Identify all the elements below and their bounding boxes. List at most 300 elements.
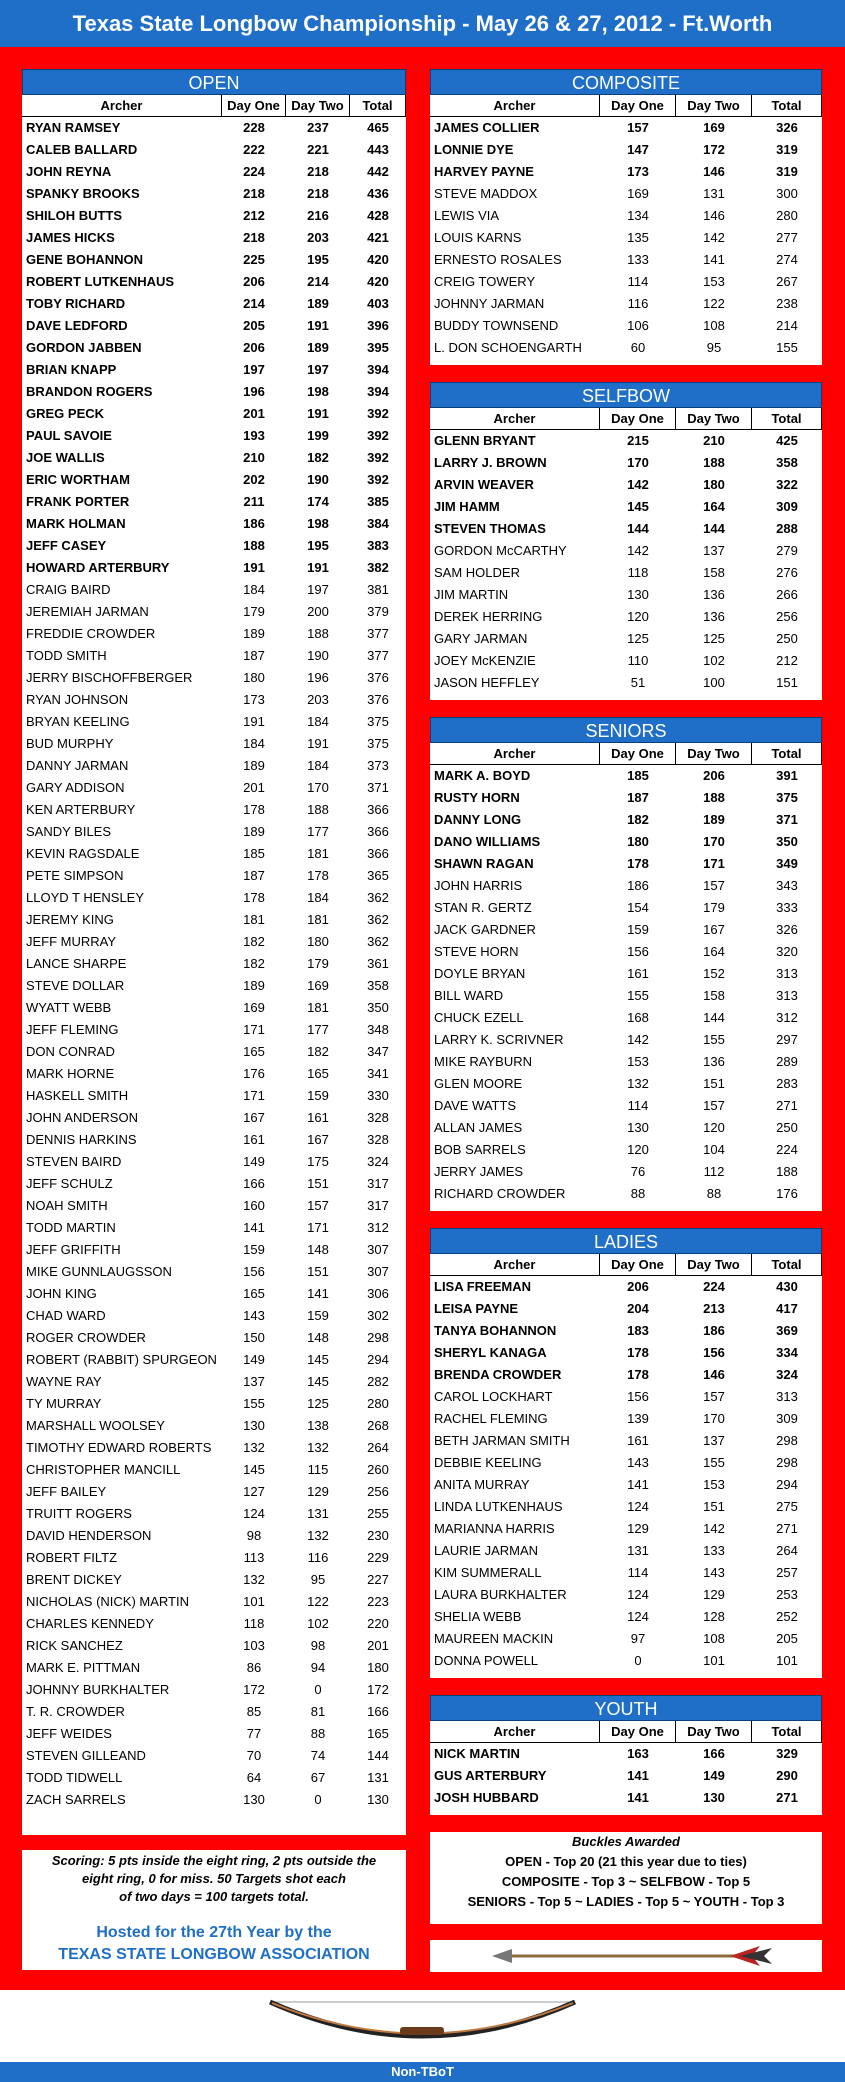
open-total: 392	[367, 450, 389, 465]
selfbow-day-one: 130	[627, 587, 649, 602]
open-total: 220	[367, 1616, 389, 1631]
open-day-one: 187	[243, 868, 265, 883]
open-archer: JEFF BAILEY	[26, 1484, 107, 1499]
open-row	[22, 161, 406, 183]
open-day-two: 148	[307, 1242, 329, 1257]
composite-total: 326	[776, 120, 798, 135]
ladies-archer: DEBBIE KEELING	[434, 1455, 542, 1470]
open-day-one: 189	[243, 758, 265, 773]
open-archer: FRANK PORTER	[26, 494, 130, 509]
open-archer: WAYNE RAY	[26, 1374, 102, 1389]
selfbow-col-header: Archer	[430, 408, 600, 430]
composite-day-two: 146	[703, 208, 725, 223]
ladies-archer: LEISA PAYNE	[434, 1301, 519, 1316]
open-day-one: 228	[243, 120, 265, 135]
youth-header: YOUTH	[430, 1695, 822, 1721]
open-archer: ROBERT FILTZ	[26, 1550, 118, 1565]
seniors-row	[430, 1051, 822, 1073]
ladies-row	[430, 1540, 822, 1562]
composite-total: 267	[776, 274, 798, 289]
ladies-day-one: 124	[627, 1609, 649, 1624]
ladies-day-one: 139	[627, 1411, 649, 1426]
open-total: 144	[367, 1748, 389, 1763]
seniors-archer: ALLAN JAMES	[434, 1120, 523, 1135]
open-day-one: 182	[243, 956, 265, 971]
open-day-two: 151	[307, 1264, 329, 1279]
ladies-col-header: Day One	[600, 1254, 676, 1276]
page-title: Texas State Longbow Championship - May 26 & 27, 2012 - Ft.Worth	[0, 0, 845, 47]
seniors-panel	[430, 717, 822, 1211]
open-row	[22, 315, 406, 337]
ladies-row	[430, 1496, 822, 1518]
open-archer: NICHOLAS (NICK) MARTIN	[26, 1594, 189, 1609]
seniors-archer: RUSTY HORN	[434, 790, 520, 805]
open-day-one: 127	[243, 1484, 265, 1499]
open-day-one: 179	[243, 604, 265, 619]
open-day-two: 198	[307, 516, 329, 531]
open-archer: JEFF CASEY	[26, 538, 107, 553]
open-row	[22, 557, 406, 579]
open-day-one: 124	[243, 1506, 265, 1521]
open-day-one: 224	[243, 164, 265, 179]
open-archer: NOAH SMITH	[26, 1198, 108, 1213]
open-day-one: 218	[243, 186, 265, 201]
open-total: 443	[367, 142, 389, 157]
composite-archer: HARVEY PAYNE	[434, 164, 534, 179]
open-total: 362	[367, 934, 389, 949]
open-archer: RYAN RAMSEY	[26, 120, 121, 135]
ladies-day-one: 141	[627, 1477, 649, 1492]
seniors-day-two: 144	[703, 1010, 725, 1025]
selfbow-day-one: 170	[627, 455, 649, 470]
seniors-header-row	[430, 743, 822, 765]
open-day-one: 137	[243, 1374, 265, 1389]
open-day-one: 189	[243, 626, 265, 641]
seniors-day-two: 88	[706, 1186, 722, 1201]
composite-row	[430, 227, 822, 249]
open-archer: PAUL SAVOIE	[26, 428, 112, 443]
open-archer: BRYAN KEELING	[26, 714, 130, 729]
ladies-day-two: 142	[703, 1521, 725, 1536]
open-archer: JOHNNY BURKHALTER	[26, 1682, 170, 1697]
open-archer: MARSHALL WOOLSEY	[26, 1418, 165, 1433]
ladies-day-one: 178	[627, 1367, 649, 1382]
open-day-two: 198	[307, 384, 329, 399]
ladies-archer: LAURA BURKHALTER	[434, 1587, 567, 1602]
open-day-two: 197	[307, 362, 329, 377]
open-day-two: 184	[307, 714, 329, 729]
open-total: 420	[367, 252, 389, 267]
seniors-day-one: 120	[627, 1142, 649, 1157]
open-day-two: 0	[314, 1682, 322, 1697]
selfbow-day-two: 102	[703, 653, 725, 668]
open-archer: SPANKY BROOKS	[26, 186, 140, 201]
selfbow-total: 358	[776, 455, 798, 470]
ladies-archer: KIM SUMMERALL	[434, 1565, 542, 1580]
open-day-one: 70	[246, 1748, 262, 1763]
composite-day-two: 142	[703, 230, 725, 245]
seniors-total: 224	[776, 1142, 798, 1157]
open-day-two: 81	[310, 1704, 326, 1719]
open-total: 255	[367, 1506, 389, 1521]
composite-day-two: 95	[706, 340, 722, 355]
open-day-one: 165	[243, 1286, 265, 1301]
open-day-two: 170	[307, 780, 329, 795]
composite-table	[430, 95, 822, 359]
open-day-one: 101	[243, 1594, 265, 1609]
youth-day-two: 166	[703, 1746, 725, 1761]
open-col-header: Day Two	[286, 95, 350, 117]
ladies-archer: LISA FREEMAN	[434, 1279, 532, 1294]
open-day-one: 184	[243, 736, 265, 751]
composite-row	[430, 117, 822, 139]
open-day-one: 185	[243, 846, 265, 861]
open-day-two: 188	[307, 626, 329, 641]
open-day-one: 130	[243, 1792, 265, 1807]
composite-archer: LOUIS KARNS	[434, 230, 522, 245]
ladies-day-two: 129	[703, 1587, 725, 1602]
open-total: 371	[367, 780, 389, 795]
open-row	[22, 953, 406, 975]
seniors-total: 349	[776, 856, 798, 871]
open-archer: CRAIG BAIRD	[26, 582, 111, 597]
selfbow-total: 266	[776, 587, 798, 602]
seniors-row	[430, 963, 822, 985]
open-day-two: 203	[307, 692, 329, 707]
open-row	[22, 403, 406, 425]
open-day-one: 160	[243, 1198, 265, 1213]
open-total: 395	[367, 340, 389, 355]
open-archer: ROBERT (RABBIT) SPURGEON	[26, 1352, 217, 1367]
open-day-one: 169	[243, 1000, 265, 1015]
ladies-total: 313	[776, 1389, 798, 1404]
seniors-day-two: 167	[703, 922, 725, 937]
ladies-day-one: 156	[627, 1389, 649, 1404]
open-day-one: 132	[243, 1572, 265, 1587]
open-archer: TODD TIDWELL	[26, 1770, 123, 1785]
open-total: 302	[367, 1308, 389, 1323]
seniors-archer: RICHARD CROWDER	[434, 1186, 566, 1201]
ladies-total: 257	[776, 1565, 798, 1580]
open-row	[22, 227, 406, 249]
seniors-row	[430, 941, 822, 963]
open-day-two: 132	[307, 1528, 329, 1543]
selfbow-col-header: Day Two	[676, 408, 752, 430]
open-day-one: 196	[243, 384, 265, 399]
open-row	[22, 447, 406, 469]
ladies-archer: LINDA LUTKENHAUS	[434, 1499, 563, 1514]
open-total: 312	[367, 1220, 389, 1235]
seniors-day-one: 132	[627, 1076, 649, 1091]
ladies-day-two: 153	[703, 1477, 725, 1492]
open-archer: LANCE SHARPE	[26, 956, 127, 971]
composite-row	[430, 315, 822, 337]
open-day-one: 218	[243, 230, 265, 245]
ladies-total: 334	[776, 1345, 798, 1360]
composite-total: 280	[776, 208, 798, 223]
composite-day-two: 169	[703, 120, 725, 135]
open-row	[22, 205, 406, 227]
open-total: 280	[367, 1396, 389, 1411]
open-row	[22, 359, 406, 381]
composite-row	[430, 205, 822, 227]
open-row	[22, 1261, 406, 1283]
open-row	[22, 249, 406, 271]
open-day-one: 113	[243, 1550, 265, 1565]
composite-archer: L. DON SCHOENGARTH	[434, 340, 582, 355]
open-archer: JEREMY KING	[26, 912, 114, 927]
ladies-total: 369	[776, 1323, 798, 1338]
seniors-row	[430, 919, 822, 941]
open-day-two: 182	[307, 1044, 329, 1059]
selfbow-total: 288	[776, 521, 798, 536]
open-archer: ERIC WORTHAM	[26, 472, 130, 487]
open-day-two: 237	[307, 120, 329, 135]
seniors-day-two: 179	[703, 900, 725, 915]
open-day-one: 161	[243, 1132, 265, 1147]
open-table	[22, 95, 406, 1811]
open-row	[22, 1613, 406, 1635]
seniors-day-one: 88	[630, 1186, 646, 1201]
open-total: 383	[367, 538, 389, 553]
open-archer: CHRISTOPHER MANCILL	[26, 1462, 181, 1477]
composite-day-one: 116	[627, 296, 649, 311]
open-archer: CHAD WARD	[26, 1308, 106, 1323]
ladies-total: 430	[776, 1279, 798, 1294]
open-row	[22, 1239, 406, 1261]
seniors-total: 176	[776, 1186, 798, 1201]
open-day-two: 94	[310, 1660, 326, 1675]
seniors-header: SENIORS	[430, 717, 822, 743]
seniors-row	[430, 875, 822, 897]
open-day-two: 189	[307, 296, 329, 311]
youth-row	[430, 1765, 822, 1787]
ladies-total: 324	[776, 1367, 798, 1382]
open-day-two: 174	[307, 494, 329, 509]
open-row	[22, 1657, 406, 1679]
open-total: 298	[367, 1330, 389, 1345]
open-archer: STEVEN GILLEAND	[26, 1748, 146, 1763]
ladies-day-one: 143	[627, 1455, 649, 1470]
open-total: 307	[367, 1242, 389, 1257]
open-total: 350	[367, 1000, 389, 1015]
seniors-total: 333	[776, 900, 798, 915]
open-day-one: 189	[243, 824, 265, 839]
ladies-day-two: 156	[703, 1345, 725, 1360]
youth-archer: GUS ARTERBURY	[434, 1768, 547, 1783]
ladies-archer: TANYA BOHANNON	[434, 1323, 557, 1338]
seniors-col-header: Archer	[430, 743, 600, 765]
open-day-two: 203	[307, 230, 329, 245]
seniors-col-header: Day Two	[676, 743, 752, 765]
open-day-two: 141	[307, 1286, 329, 1301]
open-day-two: 184	[307, 890, 329, 905]
selfbow-archer: JOEY McKENZIE	[434, 653, 536, 668]
open-archer: BRENT DICKEY	[26, 1572, 122, 1587]
youth-day-two: 130	[703, 1790, 725, 1805]
open-day-one: 143	[243, 1308, 265, 1323]
open-archer: KEN ARTERBURY	[26, 802, 136, 817]
seniors-row	[430, 1117, 822, 1139]
youth-total: 271	[776, 1790, 798, 1805]
seniors-day-two: 151	[703, 1076, 725, 1091]
open-day-two: 191	[307, 560, 329, 575]
open-row	[22, 579, 406, 601]
open-day-two: 177	[307, 1022, 329, 1037]
open-day-two: 102	[307, 1616, 329, 1631]
open-total: 256	[367, 1484, 389, 1499]
open-header-row	[22, 95, 406, 117]
open-total: 365	[367, 868, 389, 883]
ladies-row	[430, 1452, 822, 1474]
seniors-row	[430, 831, 822, 853]
open-day-two: 125	[307, 1396, 329, 1411]
open-day-one: 201	[243, 406, 265, 421]
open-day-two: 190	[307, 472, 329, 487]
ladies-row	[430, 1364, 822, 1386]
composite-day-two: 141	[703, 252, 725, 267]
open-day-two: 148	[307, 1330, 329, 1345]
youth-table	[430, 1721, 822, 1809]
open-row	[22, 887, 406, 909]
open-day-one: 130	[243, 1418, 265, 1433]
open-col-header: Day One	[222, 95, 286, 117]
selfbow-row	[430, 628, 822, 650]
composite-day-two: 122	[703, 296, 725, 311]
ladies-header-row	[430, 1254, 822, 1276]
youth-day-two: 149	[703, 1768, 725, 1783]
seniors-total: 320	[776, 944, 798, 959]
selfbow-archer: DEREK HERRING	[434, 609, 543, 624]
seniors-row	[430, 1183, 822, 1205]
open-archer: JEFF FLEMING	[26, 1022, 119, 1037]
selfbow-row	[430, 430, 822, 452]
host-line-1: Hosted for the 27th Year by the	[96, 1924, 332, 1941]
youth-day-one: 141	[627, 1790, 649, 1805]
open-total: 394	[367, 362, 389, 377]
open-row	[22, 1503, 406, 1525]
open-row	[22, 491, 406, 513]
open-row	[22, 799, 406, 821]
ladies-total: 253	[776, 1587, 798, 1602]
open-day-one: 188	[243, 538, 265, 553]
open-archer: MIKE GUNNLAUGSSON	[26, 1264, 172, 1279]
open-archer: TOBY RICHARD	[26, 296, 126, 311]
seniors-row	[430, 1095, 822, 1117]
open-day-one: 64	[246, 1770, 262, 1785]
open-day-one: 176	[243, 1066, 265, 1081]
open-day-one: 202	[243, 472, 265, 487]
ladies-day-two: 128	[703, 1609, 725, 1624]
open-total: 377	[367, 626, 389, 641]
open-total: 306	[367, 1286, 389, 1301]
open-panel	[22, 69, 406, 1835]
open-row	[22, 1745, 406, 1767]
open-day-two: 179	[307, 956, 329, 971]
composite-total: 274	[776, 252, 798, 267]
ladies-col-header: Day Two	[676, 1254, 752, 1276]
youth-header-row	[430, 1721, 822, 1743]
seniors-day-two: 170	[703, 834, 725, 849]
youth-total: 329	[776, 1746, 798, 1761]
footer: Non-TBoT	[0, 2062, 845, 2082]
selfbow-row	[430, 518, 822, 540]
open-row	[22, 843, 406, 865]
selfbow-row	[430, 474, 822, 496]
open-archer: JAMES HICKS	[26, 230, 115, 245]
ladies-row	[430, 1562, 822, 1584]
open-archer: DENNIS HARKINS	[26, 1132, 137, 1147]
selfbow-archer: JIM HAMM	[434, 499, 500, 514]
ladies-row	[430, 1276, 822, 1298]
ladies-row	[430, 1474, 822, 1496]
open-archer: RYAN JOHNSON	[26, 692, 129, 707]
seniors-row	[430, 1029, 822, 1051]
open-archer: TODD SMITH	[26, 648, 107, 663]
open-day-two: 218	[307, 186, 329, 201]
seniors-total: 289	[776, 1054, 798, 1069]
open-row	[22, 535, 406, 557]
selfbow-day-two: 180	[703, 477, 725, 492]
open-day-two: 175	[307, 1154, 329, 1169]
seniors-archer: DOYLE BRYAN	[434, 966, 526, 981]
selfbow-day-two: 125	[703, 631, 725, 646]
open-total: 230	[367, 1528, 389, 1543]
seniors-archer: BOB SARRELS	[434, 1142, 526, 1157]
ladies-row	[430, 1298, 822, 1320]
seniors-archer: STEVE HORN	[434, 944, 519, 959]
composite-day-one: 157	[627, 120, 649, 135]
open-archer: LLOYD T HENSLEY	[26, 890, 145, 905]
seniors-archer: BILL WARD	[434, 988, 504, 1003]
ladies-total: 309	[776, 1411, 798, 1426]
open-archer: DAVE LEDFORD	[26, 318, 128, 333]
ladies-panel	[430, 1228, 822, 1678]
seniors-day-one: 159	[627, 922, 649, 937]
ladies-day-two: 137	[703, 1433, 725, 1448]
seniors-day-two: 157	[703, 878, 725, 893]
selfbow-archer: GLENN BRYANT	[434, 433, 536, 448]
open-day-one: 210	[243, 450, 265, 465]
seniors-day-one: 187	[627, 790, 649, 805]
selfbow-archer: GORDON McCARTHY	[434, 543, 567, 558]
ladies-day-two: 186	[703, 1323, 725, 1338]
ladies-total: 271	[776, 1521, 798, 1536]
open-archer: TY MURRAY	[26, 1396, 102, 1411]
open-archer: JEFF GRIFFITH	[26, 1242, 121, 1257]
open-day-one: 186	[243, 516, 265, 531]
open-row	[22, 711, 406, 733]
composite-row	[430, 271, 822, 293]
open-day-one: 171	[243, 1022, 265, 1037]
youth-archer: JOSH HUBBARD	[434, 1790, 539, 1805]
open-row	[22, 1679, 406, 1701]
open-row	[22, 1481, 406, 1503]
seniors-day-one: 130	[627, 1120, 649, 1135]
seniors-day-one: 185	[627, 768, 649, 783]
buckles-title: Buckles Awarded	[572, 1834, 680, 1849]
composite-header-row	[430, 95, 822, 117]
open-day-two: 74	[310, 1748, 326, 1763]
seniors-day-one: 76	[630, 1164, 646, 1179]
open-row	[22, 1437, 406, 1459]
open-day-one: 155	[243, 1396, 265, 1411]
ladies-archer: MAUREEN MACKIN	[434, 1631, 554, 1646]
seniors-day-one: 178	[627, 856, 649, 871]
ladies-day-two: 146	[703, 1367, 725, 1382]
open-archer: GORDON JABBEN	[26, 340, 142, 355]
composite-archer: JOHNNY JARMAN	[434, 296, 545, 311]
